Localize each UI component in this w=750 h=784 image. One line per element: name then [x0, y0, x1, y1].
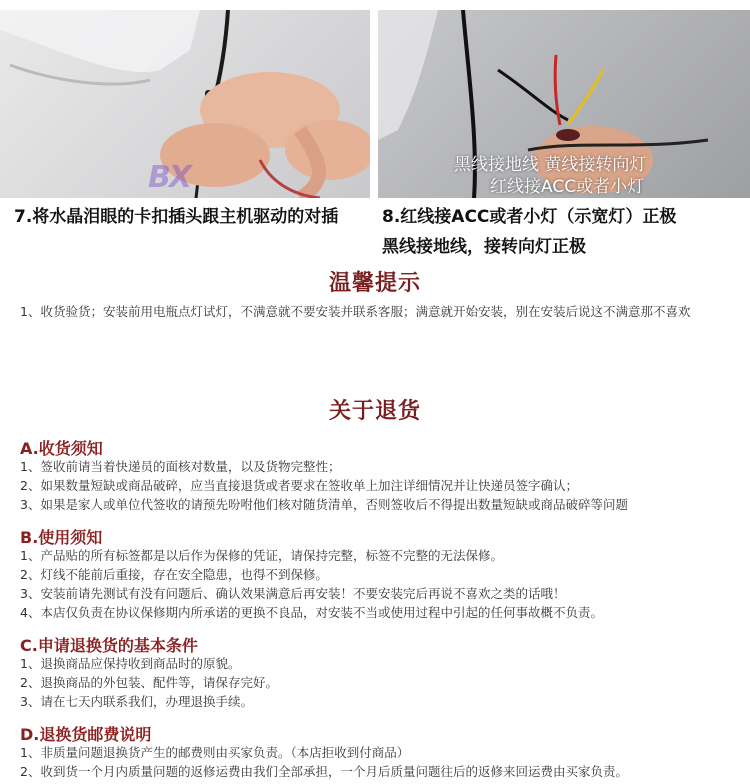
list-item: 2、退换商品的外包装、配件等，请保存完好。: [20, 675, 278, 690]
list-item: 3、安装前请先测试有没有问题后、确认效果满意后再安装！不要安装完后再说不喜欢之类的话哦！: [20, 586, 566, 601]
section-d-heading: D.退换货邮费说明: [20, 725, 152, 744]
list-item: 2、灯线不能前后重接，存在安全隐患，也得不到保修。: [20, 567, 328, 582]
section-c-list: [20, 654, 740, 711]
list-item: 1、产品贴的所有标签都是以后作为保修的凭证，请保持完整，标签不完整的无法保修。: [20, 548, 503, 563]
list-item: 1、退换商品应保持收到商品时的原貌。: [20, 656, 241, 671]
section-b-list: [20, 546, 740, 622]
list-item: 3、请在七天内联系我们，办理退换手续。: [20, 694, 253, 709]
caption-step-8: [382, 202, 742, 262]
tips-title: 温馨提示: [328, 271, 421, 296]
watermark-logo: BX: [148, 160, 190, 195]
tips-text: 1、收货验货；安装前用电瓶点灯试灯，不满意就不要安装并联系客服；满意就开始安装，别在安装后说这不满意那不喜欢: [20, 304, 691, 319]
photo-overlay-line-2: 红线接ACC或者小灯: [490, 177, 645, 197]
photo-step-8: [378, 10, 750, 198]
section-a-list: [20, 457, 740, 514]
section-c-heading: C.申请退换货的基本条件: [20, 636, 198, 655]
photo-step-7: [0, 10, 370, 198]
list-item: 2、如果数量短缺或商品破碎，应当直接退货或者要求在签收单上加注详细情况并让快递员签字确认；: [20, 478, 578, 493]
caption-step-7: 7.将水晶泪眼的卡扣插头跟主机驱动的对插: [14, 207, 339, 227]
instruction-photos: [0, 0, 750, 200]
caption-step-8-line-1: 8.红线接ACC或者小灯（示宽灯）正极: [382, 207, 677, 227]
list-item: 3、如果是家人或单位代签收的请预先吩咐他们核对随货清单，否则签收后不得提出数量短缺或商品破碎等问题: [20, 497, 628, 512]
section-b-heading: B.使用须知: [20, 528, 103, 547]
section-a-heading: A.收货须知: [20, 439, 103, 458]
list-item: 4、本店仅负责在协议保修期内所承诺的更换不良品，对安装不当或使用过程中引起的任何事故概不负责。: [20, 605, 603, 620]
list-item: 2、收到货一个月内质量问题的返修运费由我们全部承担，一个月后质量问题往后的返修来回运费由买家负责。: [20, 764, 628, 779]
photo-overlay-line-1: 黑线接地线 黄线接转向灯: [454, 155, 647, 175]
list-item: 1、非质量问题退换货产生的邮费则由买家负责。（本店拒收到付商品）: [20, 745, 410, 760]
returns-title: 关于退货: [328, 399, 421, 424]
list-item: 1、签收前请当着快递员的面核对数量，以及货物完整性；: [20, 459, 341, 474]
section-d-list: [20, 743, 740, 781]
caption-step-8-line-2: 黑线接地线，接转向灯正极: [382, 237, 586, 257]
